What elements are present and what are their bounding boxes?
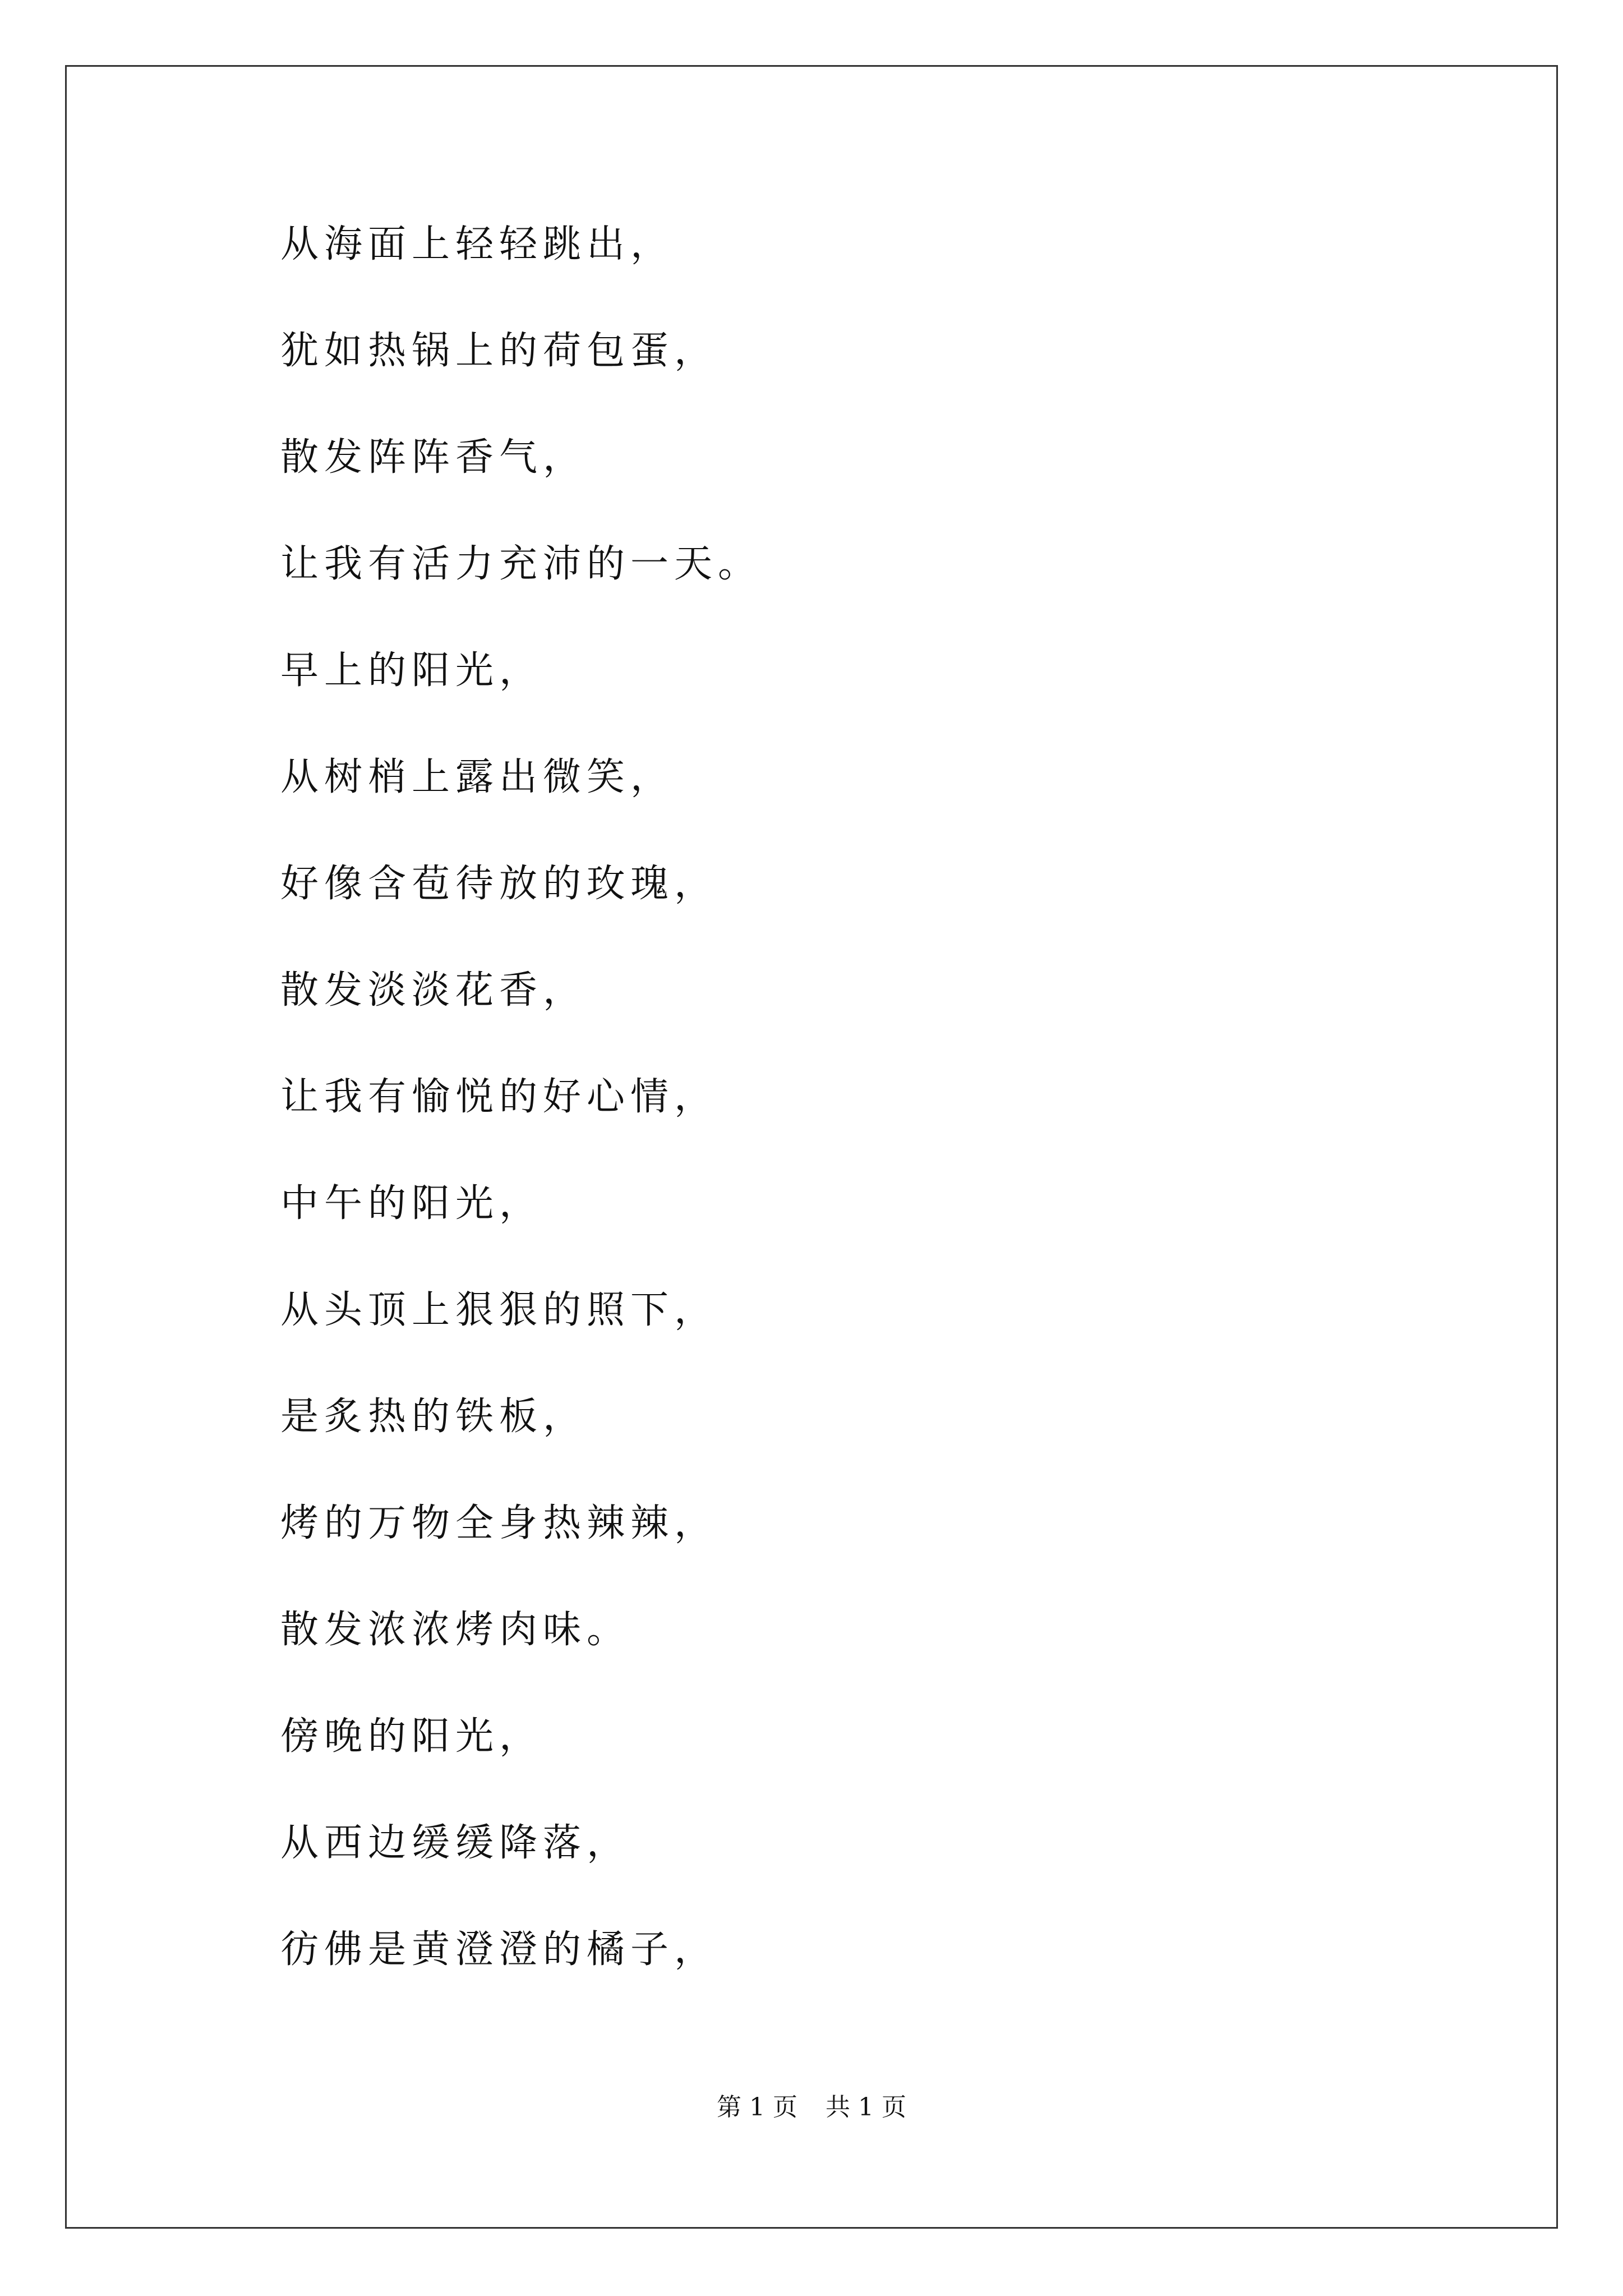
page-footer: [0, 2087, 1623, 2123]
poem-line: 好像含苞待放的玫瑰，: [280, 862, 718, 906]
poem-line: 从西边缓缓降落，: [280, 1821, 631, 1865]
poem-line: 从树梢上露出微笑，: [280, 755, 675, 799]
poem-line: 让我有活力充沛的一天。: [280, 542, 762, 586]
poem-line: 从头顶上狠狠的照下，: [280, 1288, 718, 1332]
poem-line: 散发浓浓烤肉味。: [280, 1608, 631, 1652]
poem-line: 傍晚的阳光，: [280, 1714, 543, 1759]
poem-line: 从海面上轻轻跳出，: [280, 222, 675, 266]
poem-line: 彷佛是黄澄澄的橘子，: [280, 1927, 718, 1972]
poem-line: 烤的万物全身热辣辣，: [280, 1501, 718, 1545]
poem-body: [280, 224, 762, 2036]
page-number-current: 第 1 页: [717, 2093, 797, 2122]
poem-line: 让我有愉悦的好心情，: [280, 1075, 718, 1119]
poem-line: 散发淡淡花香，: [280, 968, 587, 1013]
poem-line: 犹如热锅上的荷包蛋，: [280, 329, 718, 373]
page-number-total: 共 1 页: [826, 2093, 906, 2122]
poem-line: 是炙热的铁板，: [280, 1395, 587, 1439]
poem-line: 早上的阳光，: [280, 648, 543, 693]
poem-line: 中午的阳光，: [280, 1181, 543, 1226]
poem-line: 散发阵阵香气，: [280, 435, 587, 480]
